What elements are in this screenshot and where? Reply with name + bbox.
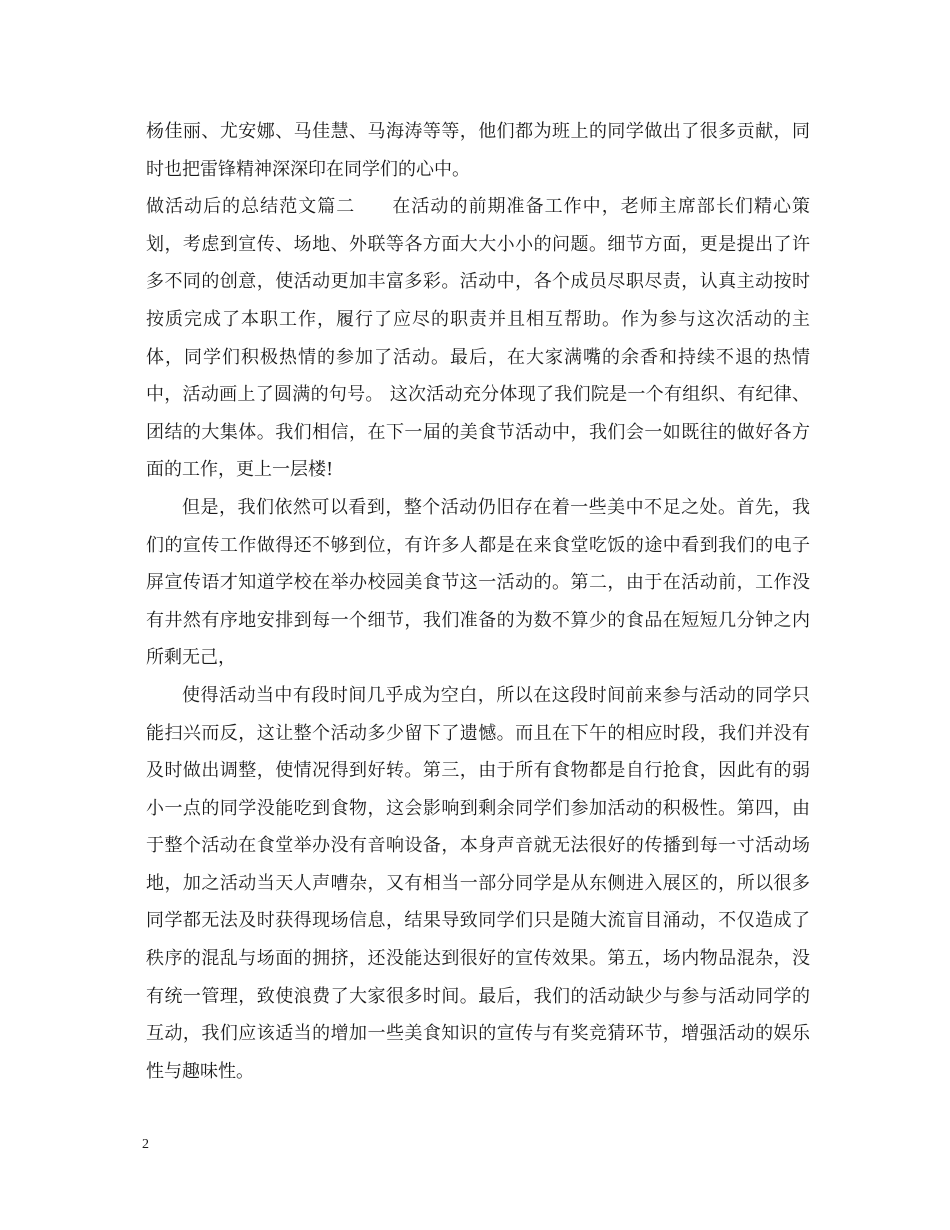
paragraph-text: 在活动的前期准备工作中，老师主席部长们精心策划，考虑到宣传、场地、外联等各方面大大小小的问题。细节方面，更是提出了许多不同的创意，使活动更加丰富多彩。活动中，各个成员尽职尽责，认真主动按时按质完成了本职工作，履行了应尽的职责并且相互帮助。作为参与这次活动的主体，同学们积极热情的参加了活动。最后，在大家满嘴的余香和持续不退的热情中，活动画上了圆满的句号。 这次活动充分体现了我们院是一个有组织、有纪律、团结的大集体。我们相信，在下一届的美食节活动中，我们会一如既往的做好各方面的工作，更上一层楼!: [146, 196, 811, 481]
paragraph-continuation: [146, 113, 810, 188]
paragraph-text: 但是，我们依然可以看到，整个活动仍旧存在着一些美中不足之处。首先，我们的宣传工作做得还不够到位，有许多人都是在来食堂吃饭的途中看到我们的电子屏宣传语才知道学校在举办校园美食节这一活动的。第二，由于在活动前，工作没有井然有序地安排到每一个细节，我们准备的为数不算少的食品在短短几分钟之内所剩无己，: [146, 496, 810, 669]
paragraph-section-two: [146, 188, 810, 489]
section-title: 做活动后的总结范文篇二: [146, 196, 356, 218]
document-body: [146, 113, 810, 1090]
paragraph-text: 使得活动当中有段时间几乎成为空白，所以在这段时间前来参与活动的同学只能扫兴而反，这让整个活动多少留下了遗憾。而且在下午的相应时段，我们并没有及时做出调整，使情况得到好转。第三，由于所有食物都是自行抢食，因此有的弱小一点的同学没能吃到食物，这会影响到剩余同学们参加活动的积极性。第四，由于整个活动在食堂举办没有音响设备，本身声音就无法很好的传播到每一寸活动场地，加之活动当天人声嘈杂，又有相当一部分同学是从东侧进入展区的，所以很多同学都无法及时获得现场信息，结果导致同学们只是随大流盲目涌动，不仅造成了秩序的混乱与场面的拥挤，还没能达到很好的宣传效果。第五，场内物品混杂，没有统一管理，致使浪费了大家很多时间。最后，我们的活动缺少与参与活动同学的互动，我们应该适当的增加一些美食知识的宣传与有奖竞猜环节，增强活动的娱乐性与趣味性。: [146, 684, 810, 1082]
paragraph-details: [146, 677, 810, 1091]
paragraph-text: 杨佳丽、尤安娜、马佳慧、马海涛等等，他们都为班上的同学做出了很多贡献，同时也把雷锋精神深深印在同学们的心中。: [146, 121, 810, 180]
page-number: 2: [142, 1137, 149, 1152]
paragraph-shortcomings: [146, 489, 810, 677]
